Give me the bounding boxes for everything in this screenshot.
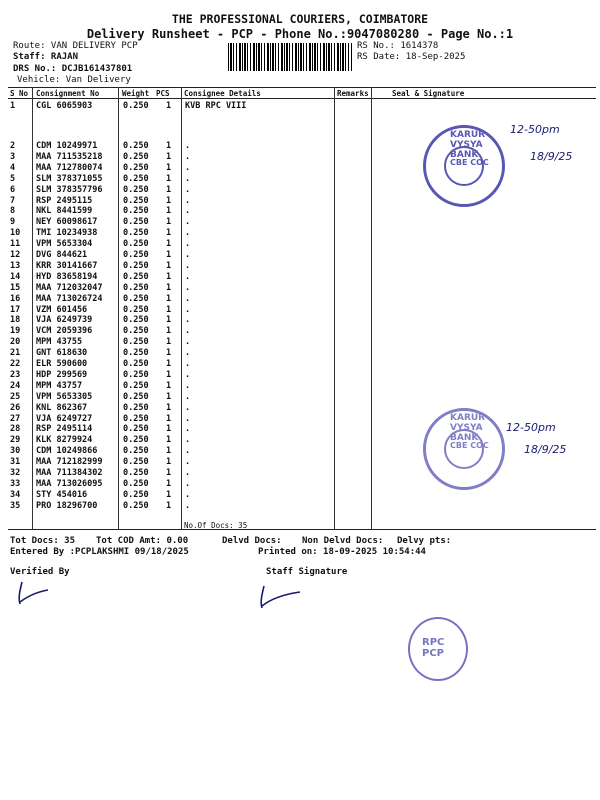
row-weight: 0.250: [123, 228, 149, 239]
row-consignment-no: MAA 712780074: [36, 162, 103, 173]
row-consignment-no: CDM 10249866: [36, 446, 98, 457]
row-weight: 0.250: [123, 457, 149, 468]
row-weight: 0.250: [123, 101, 149, 111]
col-header-weight: Weight: [122, 89, 150, 98]
row-consignee-details: .: [185, 162, 191, 173]
tot-docs: Tot Docs: 35: [10, 536, 76, 546]
row-sno: 17: [10, 304, 21, 315]
table-row: [0, 185, 600, 195]
row-consignment-no: CGL 6065903: [36, 101, 93, 111]
row-pcs: 1: [166, 402, 172, 413]
table-row: [0, 250, 600, 260]
staff-label: Staff: RAJAN: [13, 52, 79, 62]
row-weight: 0.250: [123, 271, 149, 282]
staff-signature-label: Staff Signature: [266, 567, 348, 577]
table-row: [0, 446, 600, 456]
row-consignee-details: .: [185, 206, 191, 217]
row-sno: 6: [10, 184, 16, 195]
row-pcs: 1: [166, 380, 172, 391]
row-pcs: 1: [166, 489, 172, 500]
row-pcs: 1: [166, 282, 172, 293]
row-sno: 31: [10, 457, 21, 468]
row-pcs: 1: [166, 101, 172, 111]
row-consignee-details: .: [185, 402, 191, 413]
row-pcs: 1: [166, 228, 172, 239]
row-consignee-details: .: [185, 184, 191, 195]
row-pcs: 1: [166, 369, 172, 380]
row-pcs: 1: [166, 293, 172, 304]
row-consignment-no: ELR 590600: [36, 359, 88, 369]
row-pcs: 1: [166, 315, 172, 326]
row-sno: 10: [10, 228, 21, 239]
row-consignment-no: CDM 10249971: [36, 141, 98, 151]
row-sno: 33: [10, 478, 21, 489]
row-weight: 0.250: [123, 413, 149, 424]
row-consignee-details: .: [185, 348, 191, 359]
row-pcs: 1: [166, 195, 172, 206]
row-consignment-no: RSP 2495115: [36, 195, 93, 206]
table-row: [0, 392, 600, 402]
row-consignment-no: RSP 2495114: [36, 424, 93, 435]
table-row: [0, 272, 600, 282]
row-pcs: 1: [166, 500, 172, 511]
row-weight: 0.250: [123, 326, 149, 337]
row-sno: 2: [10, 141, 16, 151]
tot-cod-amt: Tot COD Amt: 0.00: [96, 536, 189, 546]
row-weight: 0.250: [123, 195, 149, 206]
non-delvd-docs: Non Delvd Docs:: [302, 536, 384, 546]
row-weight: 0.250: [123, 151, 149, 162]
row-pcs: 1: [166, 250, 172, 260]
row-pcs: 1: [166, 348, 172, 359]
company-title: THE PROFESSIONAL COURIERS, COIMBATORE: [171, 12, 429, 26]
row-consignee-details: .: [185, 217, 191, 228]
row-sno: 32: [10, 468, 21, 478]
row-consignee-details: .: [185, 304, 191, 315]
row-weight: 0.250: [123, 260, 149, 271]
row-consignment-no: VPM 5653304: [36, 239, 93, 250]
row-consignment-no: MAA 711384302: [36, 468, 103, 478]
row-weight: 0.250: [123, 141, 149, 151]
row-weight: 0.250: [123, 402, 149, 413]
row-pcs: 1: [166, 424, 172, 435]
barcode: [228, 43, 352, 71]
table-row: [0, 326, 600, 336]
row-weight: 0.250: [123, 478, 149, 489]
row-weight: 0.250: [123, 162, 149, 173]
table-row: [0, 348, 600, 358]
row-weight: 0.250: [123, 500, 149, 511]
row-pcs: 1: [166, 468, 172, 478]
table-row: [0, 435, 600, 445]
table-row: [0, 206, 600, 216]
row-consignment-no: MPM 43757: [36, 380, 83, 391]
row-sno: 23: [10, 369, 21, 380]
row-weight: 0.250: [123, 424, 149, 435]
row-consignee-details: .: [185, 195, 191, 206]
table-row: [0, 315, 600, 325]
row-weight: 0.250: [123, 369, 149, 380]
row-pcs: 1: [166, 446, 172, 457]
col-header-details: Consignee Details: [184, 89, 261, 98]
table-top-border: [8, 87, 596, 88]
row-sno: 20: [10, 337, 21, 348]
row-sno: 19: [10, 326, 21, 337]
row-consignment-no: KLK 8279924: [36, 435, 93, 446]
row-consignment-no: KNL 862367: [36, 402, 88, 413]
row-sno: 7: [10, 195, 16, 206]
row-consignment-no: SLM 378357796: [36, 184, 103, 195]
table-row: [0, 261, 600, 271]
row-consignee-details: .: [185, 468, 191, 478]
row-sno: 34: [10, 489, 21, 500]
row-consignee-details: .: [185, 228, 191, 239]
row-sno: 3: [10, 151, 16, 162]
row-pcs: 1: [166, 173, 172, 184]
row-weight: 0.250: [123, 348, 149, 359]
row-weight: 0.250: [123, 446, 149, 457]
delivery-time-note: 12-50pm: [506, 421, 556, 434]
table-row: [0, 305, 600, 315]
row-sno: 15: [10, 282, 21, 293]
row-pcs: 1: [166, 359, 172, 369]
row-weight: 0.250: [123, 217, 149, 228]
row-consignee-details: .: [185, 380, 191, 391]
delivery-date-note: 18/9/25: [530, 150, 573, 163]
row-consignment-no: MAA 712032047: [36, 282, 103, 293]
row-sno: 12: [10, 250, 21, 260]
col-header-pcs: PCS: [156, 89, 170, 98]
row-weight: 0.250: [123, 184, 149, 195]
row-sno: 18: [10, 315, 21, 326]
row-sno: 24: [10, 380, 21, 391]
row-consignee-details: .: [185, 141, 191, 151]
row-weight: 0.250: [123, 206, 149, 217]
row-weight: 0.250: [123, 380, 149, 391]
row-consignee-details: .: [185, 413, 191, 424]
row-sno: 25: [10, 391, 21, 402]
table-row: [0, 381, 600, 391]
bank-seal-stamp: KARUR VYSYA BANK CBE COC: [423, 125, 505, 207]
row-consignment-no: MAA 713026724: [36, 293, 103, 304]
table-row: [0, 283, 600, 293]
row-weight: 0.250: [123, 391, 149, 402]
col-header-seal: Seal & Signature: [392, 89, 465, 98]
row-pcs: 1: [166, 271, 172, 282]
row-weight: 0.250: [123, 282, 149, 293]
row-consignee-details: .: [185, 500, 191, 511]
row-weight: 0.250: [123, 239, 149, 250]
table-row: [0, 337, 600, 347]
staff-signature: [254, 580, 314, 612]
row-consignee-details: .: [185, 326, 191, 337]
table-row: [0, 294, 600, 304]
route-label: Route: VAN DELIVERY PCP: [13, 41, 138, 51]
table-row: [0, 163, 600, 173]
row-sno: 14: [10, 271, 21, 282]
row-sno: 11: [10, 239, 21, 250]
row-consignment-no: TMI 10234938: [36, 228, 98, 239]
row-consignment-no: GNT 618630: [36, 348, 88, 359]
row-pcs: 1: [166, 260, 172, 271]
table-row: [0, 501, 600, 511]
row-sno: 5: [10, 173, 16, 184]
row-pcs: 1: [166, 413, 172, 424]
row-pcs: 1: [166, 337, 172, 348]
row-consignment-no: STY 454016: [36, 489, 88, 500]
row-sno: 35: [10, 500, 21, 511]
row-consignment-no: DVG 844621: [36, 250, 88, 260]
row-consignment-no: VCM 2059396: [36, 326, 93, 337]
row-pcs: 1: [166, 304, 172, 315]
row-sno: 29: [10, 435, 21, 446]
row-consignment-no: HDP 299569: [36, 369, 88, 380]
delivery-date-note: 18/9/25: [524, 443, 567, 456]
row-pcs: 1: [166, 184, 172, 195]
row-consignment-no: SLM 378371055: [36, 173, 103, 184]
row-consignment-no: NKL 8441599: [36, 206, 93, 217]
table-row: [0, 101, 600, 111]
runsheet-subtitle: Delivery Runsheet - PCP - Phone No.:9047080280 - Page No.:1: [86, 27, 514, 41]
table-row: [0, 479, 600, 489]
row-pcs: 1: [166, 162, 172, 173]
row-sno: 28: [10, 424, 21, 435]
verifier-signature: [14, 578, 64, 608]
table-row: [0, 468, 600, 478]
table-header-border: [8, 98, 596, 99]
row-sno: 30: [10, 446, 21, 457]
entered-by: Entered By :PCPLAKSHMI 09/18/2025: [10, 547, 189, 557]
col-header-consignment: Consignment No: [36, 89, 100, 98]
table-row: [0, 370, 600, 380]
row-consignee-details: .: [185, 151, 191, 162]
row-consignment-no: MAA 711535218: [36, 151, 103, 162]
row-consignee-details: .: [185, 315, 191, 326]
row-consignee-details: KVB RPC VIII: [185, 101, 247, 111]
row-pcs: 1: [166, 457, 172, 468]
table-row: [0, 490, 600, 500]
table-row: [0, 228, 600, 238]
row-sno: 9: [10, 217, 16, 228]
row-weight: 0.250: [123, 435, 149, 446]
drs-number: DRS No.: DCJB161437801: [13, 64, 133, 74]
row-weight: 0.250: [123, 315, 149, 326]
rs-number: RS No.: 1614378: [357, 41, 439, 51]
table-row: [0, 359, 600, 369]
row-consignee-details: .: [185, 282, 191, 293]
row-pcs: 1: [166, 478, 172, 489]
row-consignee-details: .: [185, 391, 191, 402]
row-weight: 0.250: [123, 337, 149, 348]
delvd-docs: Delvd Docs:: [222, 536, 282, 546]
row-weight: 0.250: [123, 173, 149, 184]
row-sno: 13: [10, 260, 21, 271]
row-consignee-details: .: [185, 424, 191, 435]
delivery-time-note: 12-50pm: [510, 123, 560, 136]
row-weight: 0.250: [123, 293, 149, 304]
table-row: [0, 174, 600, 184]
table-row: [0, 196, 600, 206]
row-pcs: 1: [166, 141, 172, 151]
row-pcs: 1: [166, 391, 172, 402]
row-consignment-no: VPM 5653305: [36, 391, 93, 402]
row-consignment-no: MPM 43755: [36, 337, 83, 348]
row-consignee-details: .: [185, 271, 191, 282]
row-consignment-no: MAA 712182999: [36, 457, 103, 468]
printed-on: Printed on: 18-09-2025 10:54:44: [258, 547, 426, 557]
row-weight: 0.250: [123, 489, 149, 500]
row-consignee-details: .: [185, 293, 191, 304]
row-consignment-no: PRO 18296700: [36, 500, 98, 511]
row-consignee-details: .: [185, 435, 191, 446]
row-weight: 0.250: [123, 250, 149, 260]
row-consignment-no: HYD 83658194: [36, 271, 98, 282]
row-weight: 0.250: [123, 359, 149, 369]
delvy-pts: Delvy pts:: [397, 536, 452, 546]
row-sno: 16: [10, 293, 21, 304]
row-pcs: 1: [166, 217, 172, 228]
bank-seal-stamp: KARUR VYSYA BANK CBE COC: [423, 408, 505, 490]
row-sno: 26: [10, 402, 21, 413]
row-pcs: 1: [166, 435, 172, 446]
verified-by-label: Verified By: [10, 567, 70, 577]
row-consignee-details: .: [185, 369, 191, 380]
row-consignee-details: .: [185, 337, 191, 348]
table-row: [0, 403, 600, 413]
row-consignee-details: .: [185, 260, 191, 271]
row-consignee-details: .: [185, 478, 191, 489]
row-consignee-details: .: [185, 446, 191, 457]
row-pcs: 1: [166, 326, 172, 337]
table-row: [0, 239, 600, 249]
col-header-sno: S No: [10, 89, 29, 98]
row-sno: 1: [10, 101, 16, 111]
table-row: [0, 141, 600, 151]
row-pcs: 1: [166, 206, 172, 217]
table-bottom-border: [8, 529, 596, 530]
row-consignee-details: .: [185, 239, 191, 250]
row-sno: 21: [10, 348, 21, 359]
row-weight: 0.250: [123, 304, 149, 315]
row-consignment-no: VJA 6249739: [36, 315, 93, 326]
row-sno: 4: [10, 162, 16, 173]
row-pcs: 1: [166, 239, 172, 250]
table-row: [0, 152, 600, 162]
row-pcs: 1: [166, 151, 172, 162]
row-consignee-details: .: [185, 359, 191, 369]
row-consignee-details: .: [185, 173, 191, 184]
row-consignment-no: KRR 30141667: [36, 260, 98, 271]
row-sno: 27: [10, 413, 21, 424]
row-consignee-details: .: [185, 489, 191, 500]
row-consignment-no: NEY 60098617: [36, 217, 98, 228]
table-row: [0, 217, 600, 227]
row-consignment-no: MAA 713026095: [36, 478, 103, 489]
row-consignment-no: VZM 601456: [36, 304, 88, 315]
row-consignment-no: VJA 6249727: [36, 413, 93, 424]
rs-date: RS Date: 18-Sep-2025: [357, 52, 466, 62]
vehicle-label: Vehicle: Van Delivery: [17, 75, 131, 85]
row-weight: 0.250: [123, 468, 149, 478]
table-row: [0, 457, 600, 467]
row-consignee-details: .: [185, 250, 191, 260]
pcp-seal-stamp: RPC PCP: [408, 617, 468, 681]
no-of-docs: No.Of Docs: 35: [184, 521, 248, 530]
row-sno: 22: [10, 359, 21, 369]
row-consignee-details: .: [185, 457, 191, 468]
col-header-remarks: Remarks: [337, 89, 369, 98]
row-sno: 8: [10, 206, 16, 217]
